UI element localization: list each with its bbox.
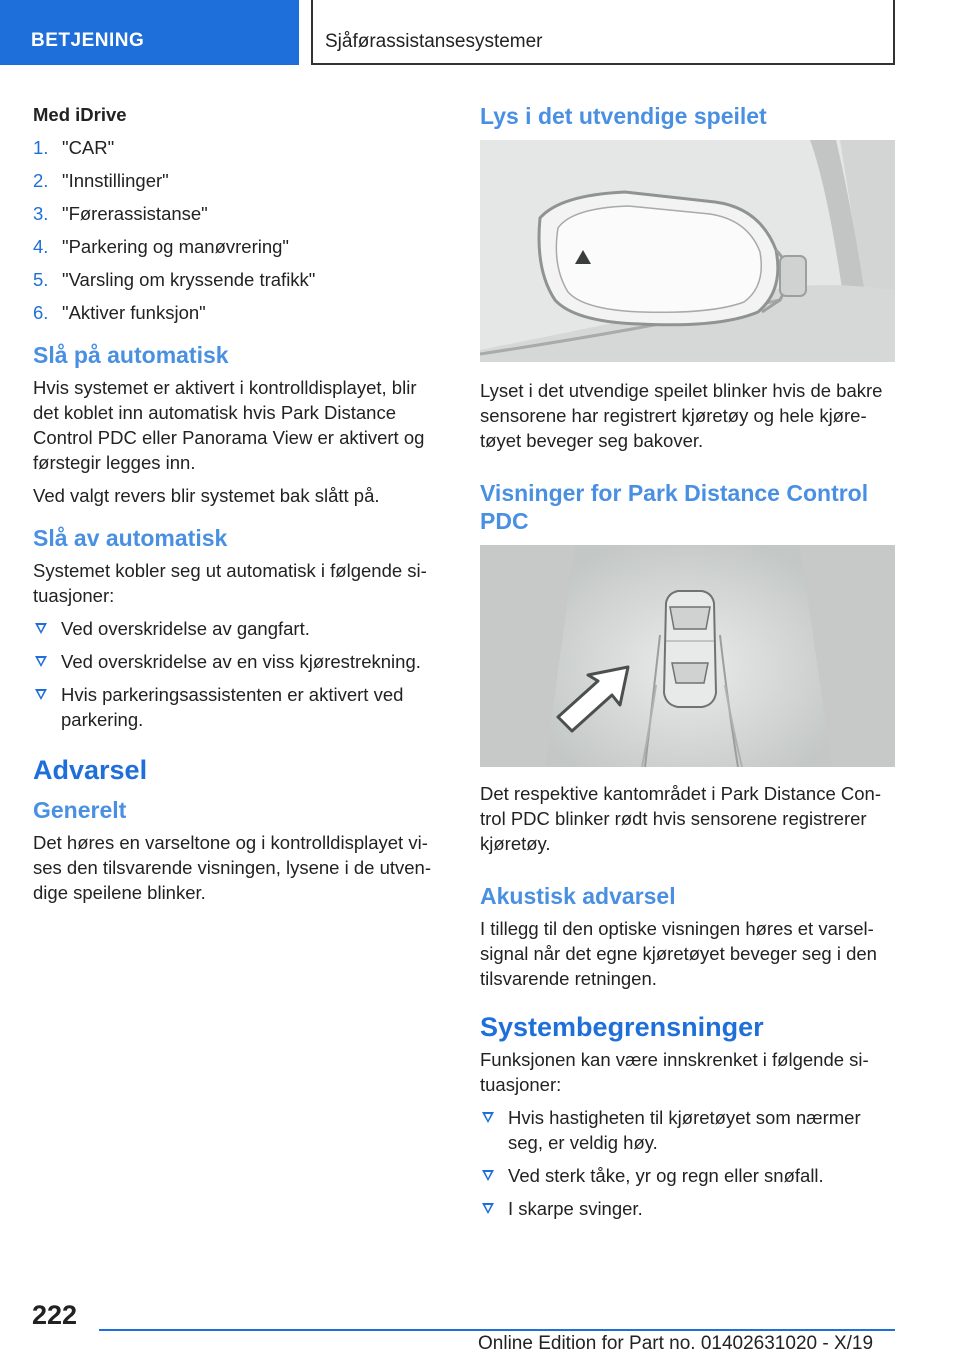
list-item [33, 682, 437, 732]
list-item-text: Hvis parkeringsassistenten er aktivert ved parkering. [61, 684, 404, 730]
footer-divider [99, 1329, 895, 1331]
left-column [33, 100, 437, 913]
mirror-illustration [480, 140, 895, 362]
list-item-text: Ved overskridelse av gangfart. [61, 618, 310, 639]
step-item [33, 267, 437, 292]
warning-heading: Advarsel [33, 755, 148, 785]
general-heading: Generelt [33, 797, 127, 823]
acoustic-heading: Akustisk advarsel [480, 883, 676, 909]
list-item [480, 1163, 898, 1188]
step-text: "Innstillinger" [62, 170, 169, 191]
step-number: 4. [33, 236, 49, 257]
idrive-steps [33, 135, 437, 325]
step-number: 1. [33, 137, 49, 158]
triangle-bullet-icon [482, 1112, 494, 1123]
triangle-bullet-icon [35, 623, 47, 634]
step-number: 3. [33, 203, 49, 224]
auto-on-paragraph: Ved valgt revers blir systemet bak slått på. [33, 485, 380, 506]
auto-off-paragraph: Systemet kobler seg ut automatisk i følgende situasjoner: [33, 560, 427, 606]
step-item [33, 234, 437, 259]
idrive-lead: Med iDrive [33, 104, 127, 125]
auto-off-list [33, 616, 437, 732]
step-number: 6. [33, 302, 49, 323]
header-section-label: BETJENING [0, 0, 299, 65]
list-item-text: Ved overskridelse av en viss kjørestrekning. [61, 651, 421, 672]
right-column [480, 100, 898, 1225]
step-number: 2. [33, 170, 49, 191]
step-text: "CAR" [62, 137, 115, 158]
pdc-paragraph: Det respektive kantområdet i Park Distance Control PDC blinker rødt hvis sensorene registrerer kjøretøy. [480, 783, 882, 854]
step-text: "Parkering og manøvrering" [62, 236, 290, 257]
page-number: 222 [32, 1300, 78, 1330]
list-item [33, 649, 437, 674]
step-item [33, 135, 437, 160]
pdc-display-illustration [480, 545, 895, 767]
triangle-bullet-icon [482, 1203, 494, 1214]
list-item-text: Ved sterk tåke, yr og regn eller snøfall. [508, 1165, 824, 1186]
step-item [33, 201, 437, 226]
triangle-bullet-icon [35, 656, 47, 667]
step-number: 5. [33, 269, 49, 290]
auto-off-heading: Slå av automatisk [33, 525, 228, 551]
limits-list [480, 1105, 898, 1221]
list-item-text: Hvis hastigheten til kjøretøyet som nærmer seg, er veldig høy. [508, 1107, 861, 1153]
step-text: "Førerassistanse" [62, 203, 208, 224]
auto-on-paragraph: Hvis systemet er aktivert i kontrolldisplayet, blir det koblet inn automatisk hvis Park Distance Control PDC eller Panorama View er aktivert og førstegir legges inn. [33, 377, 425, 473]
edition-note: Online Edition for Part no. 01402631020 - X/19 [478, 1333, 874, 1354]
mirror-heading: Lys i det utvendige speilet [480, 103, 767, 129]
list-item-text: I skarpe svinger. [508, 1198, 643, 1219]
step-text: "Aktiver funksjon" [62, 302, 206, 323]
limits-heading: Systembegrensninger [480, 1012, 764, 1042]
mirror-paragraph: Lyset i det utvendige speilet blinker hvis de bakre sensorene har registrert kjøretøy og hele kjøretøyet beveger seg bakover. [480, 380, 883, 451]
limits-paragraph: Funksjonen kan være innskrenket i følgende situasjoner: [480, 1049, 869, 1095]
general-paragraph: Det høres en varseltone og i kontrolldisplayet vises den tilsvarende visningen, lysene i de utvendige speilene blinker. [33, 832, 431, 903]
triangle-bullet-icon [482, 1170, 494, 1181]
triangle-bullet-icon [35, 689, 47, 700]
step-item [33, 300, 437, 325]
list-item [33, 616, 437, 641]
list-item [480, 1105, 898, 1155]
header-title: Sjåførassistansesystemer [325, 31, 543, 52]
list-item [480, 1196, 898, 1221]
pdc-heading: Visninger for Park Distance Control PDC [480, 480, 869, 534]
step-item [33, 168, 437, 193]
step-text: "Varsling om kryssende trafikk" [62, 269, 316, 290]
acoustic-paragraph: I tillegg til den optiske visningen høres et varselsignal når det egne kjøretøyet beveger seg i den tilsvarende retningen. [480, 918, 877, 989]
auto-on-heading: Slå på automatisk [33, 342, 229, 368]
